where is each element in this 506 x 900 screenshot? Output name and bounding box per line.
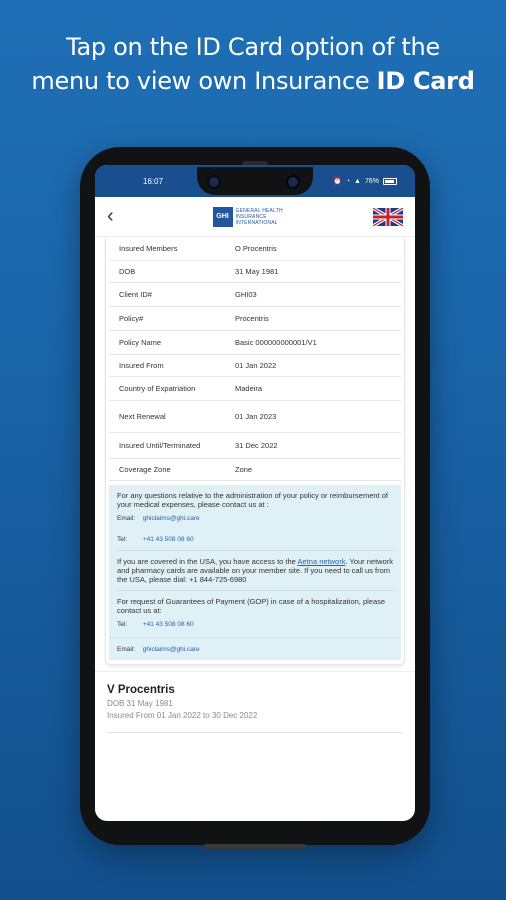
row-label: DOB [119,267,136,276]
row-value: Zone [235,465,253,474]
admin-text: For any questions relative to the administration of your policy or reimbursement of your medical expenses, please contact us at : [117,491,388,509]
row-value: 31 May 1981 [235,267,279,276]
row-label: Client ID# [119,290,152,299]
member-card[interactable] [95,671,415,726]
logo-name: GENERAL HEALTH INSURANCE INTERNATIONAL [235,207,283,226]
row-label: Insured Until/Terminated [119,441,201,450]
row-label: Policy# [119,314,144,323]
signal-icon: ▲ [354,177,361,185]
headline-line2 [0,64,506,98]
gop-tel-label: Tel: [117,621,128,628]
status-time: 16:07 [143,176,164,186]
admin-tel-label: Tel: [117,536,128,543]
member-name: V Procentris [107,684,175,696]
row-label: Policy Name [119,338,162,347]
table-row [109,355,401,377]
usa-text-after: . Your network and pharmacy cards are available on your member site. If you need to call us from the USA, please dial: +1 844-725-6980 [117,557,394,584]
logo-abbr: GHI [213,207,233,227]
table-row [109,401,401,433]
row-value: 01 Jan 2022 [235,361,277,370]
row-value: Madeira [235,384,263,393]
gop-email-line [117,645,393,654]
gop-text: For request of Guarantees of Payment (GOP) in case of a hospitalization, please contact us at: [117,597,386,615]
table-row [109,307,401,331]
status-icons [333,177,397,185]
table-row [109,237,401,261]
admin-email-label: Email: [117,515,136,522]
phone-frame [80,147,430,845]
row-value: 01 Jan 2023 [235,412,277,421]
table-row [109,377,401,401]
headline-line2-bold: ID Card [376,67,475,95]
admin-tel-link[interactable]: +41 43 508 08 60 [142,536,194,543]
admin-email-line [117,514,393,523]
row-label: Insured Members [119,244,178,253]
uk-flag-icon[interactable] [373,208,403,226]
battery-icon [383,178,397,185]
app-bar [95,197,415,237]
id-card [105,237,405,665]
headline-line2-prefix: menu to view own Insurance [31,67,377,95]
ghi-logo [213,207,288,227]
row-label: Coverage Zone [119,465,171,474]
member-insured-period: Insured From 01 Jan 2022 to 30 Dec 2022 [107,711,258,720]
row-label: Next Renewal [119,412,166,421]
table-row [109,283,401,307]
gop-block [115,591,395,660]
row-label: Country of Expatriation [119,384,196,393]
screen [95,165,415,821]
row-value: O Procentris [235,244,277,253]
row-value: Procentris [235,314,269,323]
battery-level: 76% [364,177,379,185]
table-row [109,459,401,481]
gop-tel-line [117,620,393,629]
admin-tel-line [117,535,393,544]
headline-line1: Tap on the ID Card option of the [66,33,440,61]
chevron-left-icon[interactable]: ‹ [107,205,114,227]
usa-text-before: If you are covered in the USA, you have access to the [117,557,298,566]
admin-email-link[interactable]: ghiclaims@ghi.care [142,515,200,522]
home-indicator[interactable] [204,844,306,849]
member-dob: DOB 31 May 1981 [107,699,173,708]
alarm-icon: ⏰ [333,178,342,185]
contact-info [109,485,401,660]
wifi-icon: ◔ [345,177,351,185]
usa-block [115,551,395,591]
aetna-network-link[interactable]: Aetna network [297,557,346,566]
front-sensor-icon [286,175,300,189]
row-value: 31 Dec 2022 [235,441,278,450]
front-camera-icon [207,175,221,189]
divider [107,732,403,733]
admin-contact-block [115,485,395,551]
table-row [109,433,401,459]
table-row [109,331,401,355]
gop-tel-link[interactable]: +41 43 508 08 60 [142,621,194,628]
gop-email-label: Email: [117,646,136,653]
row-value: GHI03 [235,290,257,299]
gop-email-link[interactable]: ghiclaims@ghi.care [142,646,200,653]
headline [0,30,506,98]
row-label: Insured From [119,361,164,370]
row-value: Basic 000000000001/V1 [235,338,317,347]
policy-table [109,237,401,481]
table-row [109,261,401,283]
